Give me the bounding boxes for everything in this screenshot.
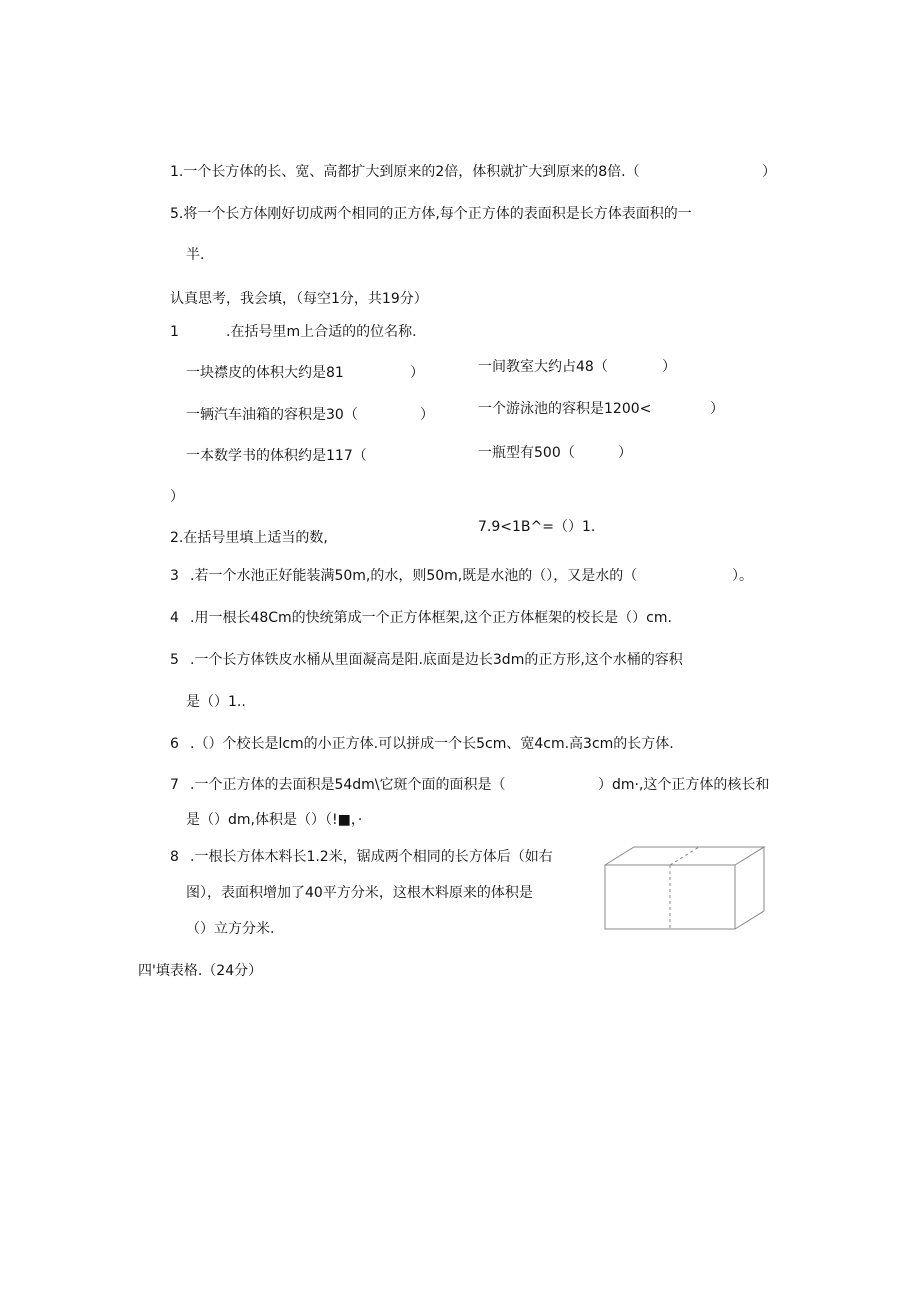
cuboid-cut-figure-icon xyxy=(604,845,766,931)
unit-item-right-2: 一个游泳池的容积是1200< xyxy=(478,401,652,417)
unit-item-right-2-close: ） xyxy=(710,401,724,417)
unit-item-left-2-close: ） xyxy=(420,407,434,423)
unit-item-right-1-close: ） xyxy=(662,359,676,375)
q8-line2: 图），表面积增加了40平方分米，这根木料原来的体积是 xyxy=(186,885,533,901)
q3-close: ）。 xyxy=(732,568,753,584)
q6-text: .（）个校长是lcm的小正方体.可以拼成一个长5cm、宽4cm.高3cm的长方体. xyxy=(190,736,674,752)
unit-item-right-3: 一瓶型有500（ xyxy=(478,445,575,461)
q1-text: .在括号里m上合适的的位名称. xyxy=(226,324,417,340)
q8-number: 8 xyxy=(170,849,179,865)
tf-question-1-close: ） xyxy=(762,164,776,180)
unit-item-left-2: 一辆汽车油箱的容积是30（ xyxy=(186,407,358,423)
q1-number: 1 xyxy=(170,324,179,340)
unit-item-left-1-close: ） xyxy=(410,365,424,381)
q7-line1: .一个正方体的去面积是54dm\它斑个面的面积是（ xyxy=(190,777,506,793)
unit-item-right-3-close: ） xyxy=(618,445,632,461)
tf-question-5-line2: 半. xyxy=(186,247,205,263)
q5-number: 5 xyxy=(170,652,179,668)
tf-question-1: 1.一个长方体的长、宽、高都扩大到原来的2倍，体积就扩大到原来的8倍.（ xyxy=(170,164,640,180)
q5-line1: .一个长方体铁皮水桶从里面凝高是阳.底面是边长3dm的正方形,这个水桶的容积 xyxy=(190,652,683,668)
q7-number: 7 xyxy=(170,777,179,793)
q7-line2: 是（）dm,体积是（）（!■，· xyxy=(186,812,363,828)
unit-item-left-3: 一本数学书的体积约是117（ xyxy=(186,448,367,464)
unit-item-left-3-wrap: ） xyxy=(170,489,184,505)
section-3-heading: 认真思考，我会填，（每空1分，共19分） xyxy=(170,291,428,307)
section-4-heading: 四'填表格.（24分） xyxy=(138,963,263,979)
q7-line1-b: ）dm·,这个正方体的核长和 xyxy=(598,777,770,793)
q3-number: 3 xyxy=(170,568,179,584)
q2-right-expression: 7.9<1B^=（）1. xyxy=(478,519,596,535)
unit-item-left-1: 一块襟皮的体积大约是81 xyxy=(186,365,344,381)
q4-text: .用一根长48Cm的快统第成一个正方体框架,这个正方体框架的校长是（）cm. xyxy=(190,610,672,626)
q5-line2: 是（）1.. xyxy=(186,694,246,710)
q8-line1: .一根长方体木料长1.2米，锯成两个相同的长方体后（如右 xyxy=(190,849,553,865)
unit-item-right-1: 一间教室大约占48（ xyxy=(478,359,608,375)
q4-number: 4 xyxy=(170,610,179,626)
tf-question-5-line1: 5.将一个长方体刚好切成两个相同的正方体,每个正方体的表面积是长方体表面积的一 xyxy=(170,206,692,222)
q8-line3: （）立方分米. xyxy=(186,921,275,937)
q3-text: .若一个水池正好能装满50m,的水，则50m,既是水池的（），又是水的（ xyxy=(190,568,638,584)
q2-text: 2.在括号里填上适当的数, xyxy=(170,530,328,546)
q6-number: 6 xyxy=(170,736,179,752)
